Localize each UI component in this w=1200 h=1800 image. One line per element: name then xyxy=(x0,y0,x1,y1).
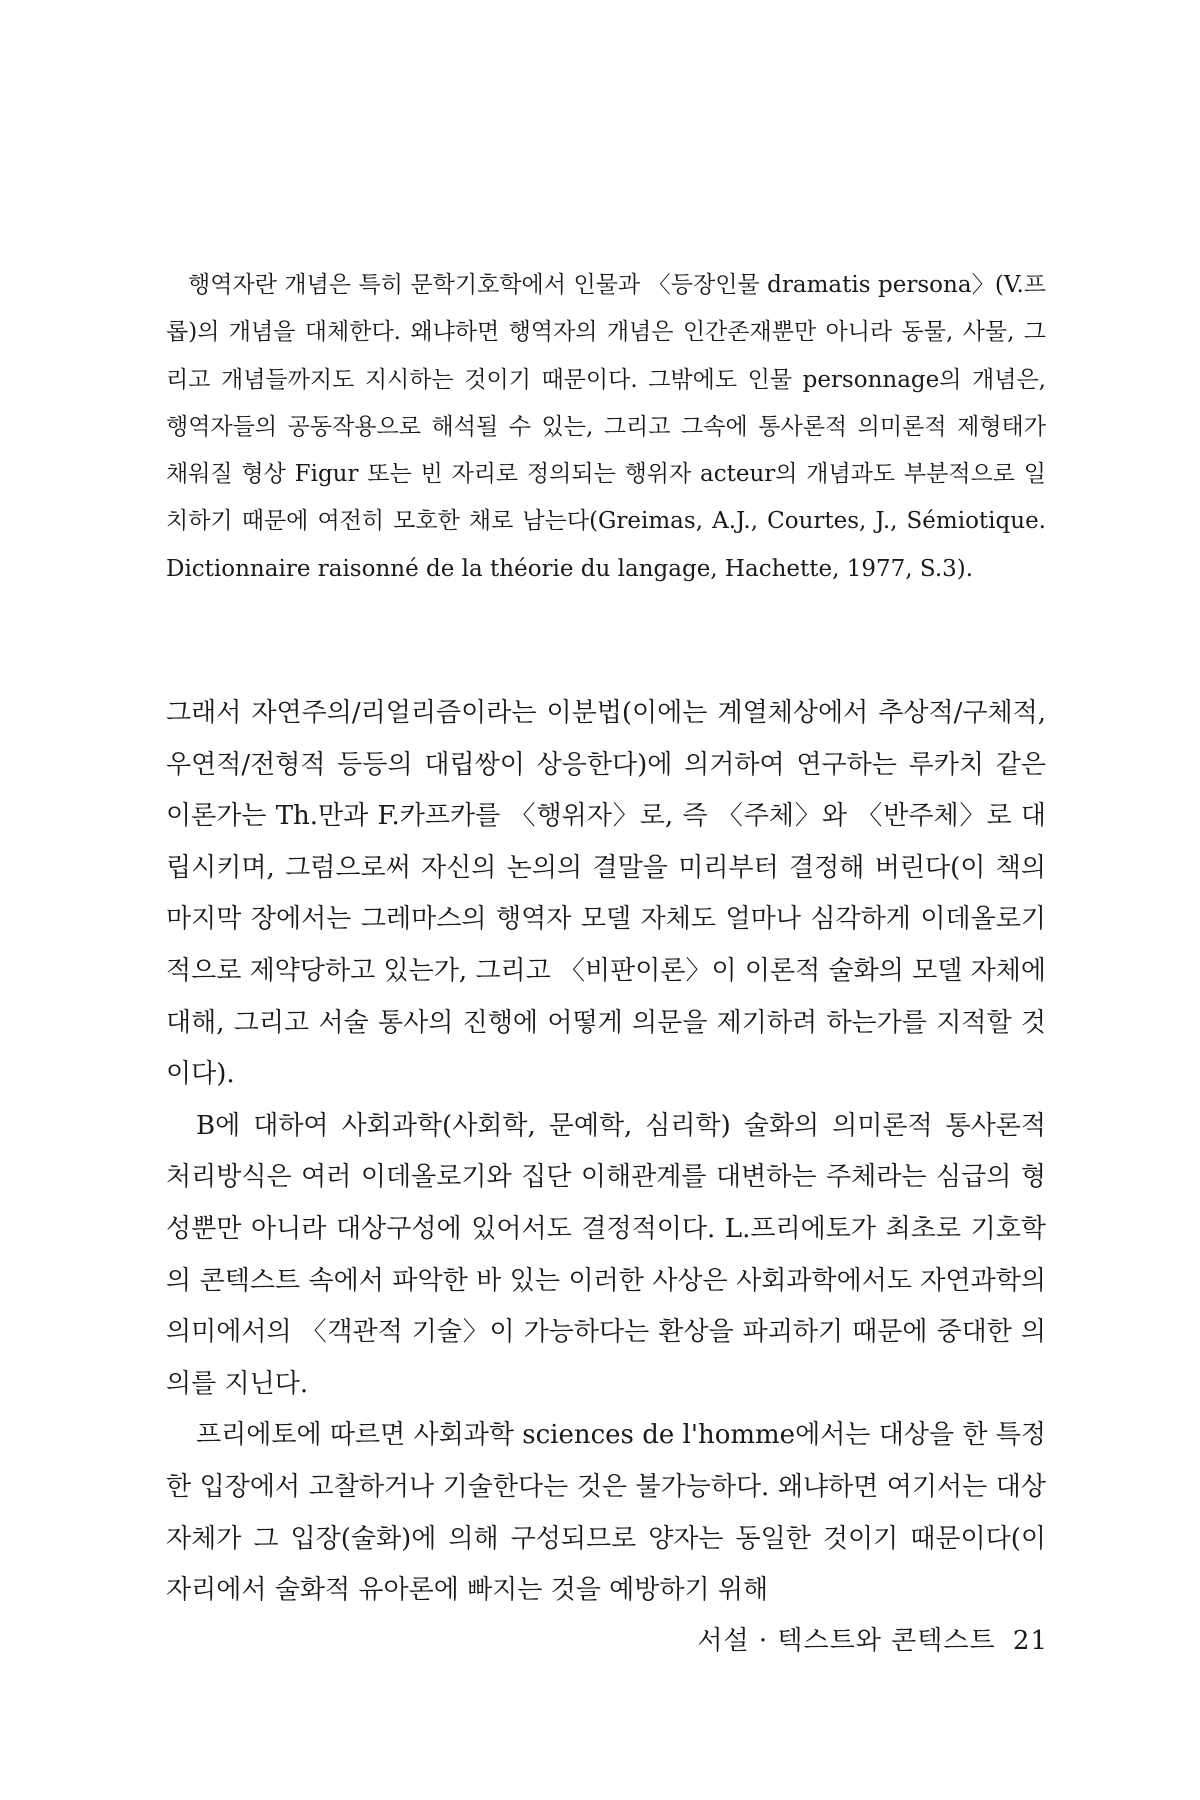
note-paragraph: 행역자란 개념은 특히 문학기호학에서 인물과 〈등장인물 dramatis persona〉(V.프롭)의 개념을 대체한다. 왜냐하면 행역자의 개념은 인간존재뿐만 아니라 동물, 사물, 그리고 개념들까지도 지시하는 것이기 때문이다. 그밖에도 인물 personnage의 개념은, 행역자들의 공동작용으로 해석될 수 있는, 그리고 그속에 통사론적 의미론적 제형태가 채워질 형상 Figur 또는 빈 자리로 정의되는 행위자 acteur의 개념과도 부분적으로 일치하기 때문에 여전히 모호한 채로 남는다(Greimas, A.J., Courtes, J., Sémiotique. Dictionnaire raisonné de la théorie du langage, Hachette, 1977, S.3). xyxy=(166,272,1046,582)
page-number: 21 xyxy=(1012,1626,1048,1656)
running-title: 서설 · 텍스트와 콘텍스트 xyxy=(697,1626,996,1656)
body-paragraph-2: B에 대하여 사회과학(사회학, 문예학, 심리학) 술화의 의미론적 통사론적 처리방식은 여러 이데올로기와 집단 이해관계를 대변하는 주체라는 심급의 형성뿐만 아니라 대상구성에 있어서도 결정적이다. L.프리에토가 최초로 기호학의 콘텍스트 속에서 파악한 바 있는 이러한 사상은 사회과학에서도 자연과학의 의미에서의 〈객관적 기술〉이 가능하다는 환상을 파괴하기 때문에 중대한 의의를 지닌다. xyxy=(166,1110,1046,1399)
body-paragraph-1: 그래서 자연주의/리얼리즘이라는 이분법(이에는 계열체상에서 추상적/구체적, 우연적/전형적 등등의 대립쌍이 상응한다)에 의거하여 연구하는 루카치 같은 이론가는 Th.만과 F.카프카를 〈행위자〉로, 즉 〈주체〉와 〈반주체〉로 대립시키며, 그럼으로써 자신의 논의의 결말을 미리부터 결정해 버린다(이 책의 마지막 장에서는 그레마스의 행역자 모델 자체도 얼마나 심각하게 이데올로기적으로 제약당하고 있는가, 그리고 〈비판이론〉이 이론적 술화의 모델 자체에 대해, 그리고 서술 통사의 진행에 어떻게 의문을 제기하려 하는가를 지적할 것이다). xyxy=(166,698,1046,1090)
main-text-block xyxy=(166,688,1046,1617)
page-footer xyxy=(697,1620,1048,1657)
note-block xyxy=(166,262,1046,593)
body-paragraph-3: 프리에토에 따르면 사회과학 sciences de l'homme에서는 대상을 한 특정한 입장에서 고찰하거나 기술한다는 것은 불가능하다. 왜냐하면 여기서는 대상 자체가 그 입장(술화)에 의해 구성되므로 양자는 동일한 것이기 때문이다(이 자리에서 술화적 유아론에 빠지는 것을 예방하기 위해 xyxy=(166,1420,1046,1606)
